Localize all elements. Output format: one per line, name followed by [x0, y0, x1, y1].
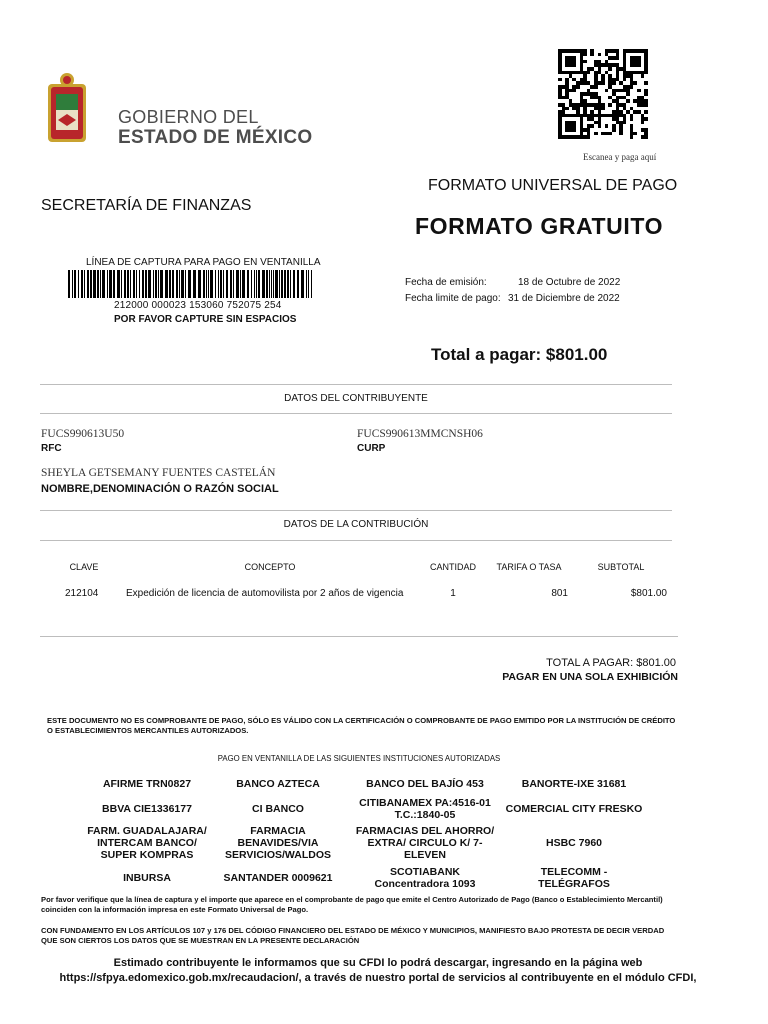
- col-header-concepto: CONCEPTO: [244, 562, 296, 572]
- verify-note: Por favor verifique que la línea de captura y el importe que aparece en el comprobante de pago que emite el Centro Autorizado de Pago (Banco o Establecimiento Mercantil) coinciden con la información impresa en este Formato Universal de Pago.: [41, 895, 663, 914]
- divider: [40, 413, 672, 414]
- bank-cell: BBVA CIE1336177: [102, 803, 192, 815]
- cell-subtotal: $801.00: [630, 588, 667, 599]
- qr-code[interactable]: [558, 49, 648, 139]
- bank-cell: HSBC 7960: [545, 837, 603, 849]
- col-header-subtotal: SUBTOTAL: [597, 562, 645, 572]
- bank-cell: SANTANDER 0009621: [223, 872, 333, 884]
- cfdi-line1: Estimado contribuyente le informamos que su CFDI lo podrá descargar, ingresando en la página web: [113, 957, 643, 969]
- cell-tarifa: 801: [551, 588, 568, 599]
- bank-cell: AFIRME TRN0827: [102, 778, 192, 790]
- capture-number: 212000 000023 153060 752075 254: [114, 300, 282, 311]
- formato-gratuito-title: FORMATO GRATUITO: [415, 213, 664, 239]
- cell-concepto: Expedición de licencia de automovilista por 2 años de vigencia: [126, 588, 404, 599]
- col-header-clave: CLAVE: [69, 562, 99, 572]
- bank-cell: FARMACIA BENAVIDES/VIA SERVICIOS/WALDOS: [225, 825, 331, 861]
- total-line: TOTAL A PAGAR: $801.00: [546, 657, 676, 669]
- qr-caption: Escanea y paga aquí: [583, 152, 657, 162]
- capture-note: POR FAVOR CAPTURE SIN ESPACIOS: [114, 314, 297, 325]
- curp-label: CURP: [357, 443, 386, 454]
- col-header-tarifa: TARIFA O TASA: [496, 562, 562, 572]
- limite-label: Fecha limite de pago:: [405, 293, 501, 304]
- name-value: SHEYLA GETSEMANY FUENTES CASTELÁN: [41, 467, 276, 479]
- divider: [40, 384, 672, 385]
- gov-line2: ESTADO DE MÉXICO: [118, 127, 313, 148]
- bank-cell: FARM. GUADALAJARA/ INTERCAM BANCO/ SUPER KOMPRAS: [87, 825, 207, 861]
- legal-note: CON FUNDAMENTO EN LOS ARTÍCULOS 107 y 176 DEL CÓDIGO FINANCIERO DEL ESTADO DE MÉXICO Y MUNICIPIOS, MANIFIESTO BAJO PROTESTA DE DECIR VERDAD QUE SON CIERTOS LOS DATOS QUE SE MUESTRAN EN LA PRESENTE DECLARACIÓN: [41, 926, 665, 945]
- cell-cantidad: 1: [450, 588, 456, 599]
- contribucion-section-title: DATOS DE LA CONTRIBUCIÓN: [283, 519, 429, 530]
- bank-cell: CITIBANAMEX PA:4516-01 T.C.:1840-05: [359, 797, 491, 821]
- contribuyente-section-title: DATOS DEL CONTRIBUYENTE: [284, 393, 428, 404]
- bank-cell: BANORTE-IXE 31681: [521, 778, 627, 790]
- bank-cell: INBURSA: [123, 872, 171, 884]
- formato-universal-title: FORMATO UNIVERSAL DE PAGO: [428, 177, 678, 194]
- emision-value: 18 de Octubre de 2022: [518, 277, 621, 288]
- total-a-pagar: Total a pagar: $801.00: [431, 345, 608, 364]
- bank-cell: BANCO DEL BAJÍO 453: [366, 778, 484, 790]
- state-crest-logo: [46, 70, 88, 146]
- cfdi-line2: https://sfpya.edomexico.gob.mx/recaudacion/, a través de nuestro portal de servicios al contribuyente en el módulo CFDI,: [59, 972, 697, 984]
- divider: [40, 636, 678, 637]
- name-label: NOMBRE,DENOMINACIÓN O RAZÓN SOCIAL: [41, 483, 279, 495]
- cell-clave: 212104: [65, 588, 99, 599]
- bank-cell: COMERCIAL CITY FRESKO: [505, 803, 643, 815]
- gov-line1: GOBIERNO DEL: [118, 107, 259, 127]
- bank-cell: BANCO AZTECA: [236, 778, 320, 790]
- capture-line-title: LÍNEA DE CAPTURA PARA PAGO EN VENTANILLA: [86, 257, 321, 268]
- limite-value: 31 de Diciembre de 2022: [508, 293, 620, 304]
- disclaimer: ESTE DOCUMENTO NO ES COMPROBANTE DE PAGO, SÓLO ES VÁLIDO CON LA CERTIFICACIÓN O COMPROBANTE DE PAGO EMITIDO POR LA INSTITUCIÓN DE CRÉDITO O ESTABLECIMIENTOS MERCANTILES AUTORIZADOS.: [47, 716, 676, 735]
- exhibicion-line: PAGAR EN UNA SOLA EXHIBICIÓN: [502, 671, 678, 683]
- divider: [40, 510, 672, 511]
- bank-cell: FARMACIAS DEL AHORRO/ EXTRA/ CIRCULO K/ 7-ELEVEN: [355, 825, 495, 861]
- bank-cell: SCOTIABANK Concentradora 1093: [374, 866, 476, 890]
- curp-value: FUCS990613MMCNSH06: [357, 428, 483, 440]
- col-header-cantidad: CANTIDAD: [429, 562, 476, 572]
- divider: [40, 540, 672, 541]
- bank-cell: CI BANCO: [252, 803, 304, 815]
- institutions-title: PAGO EN VENTANILLA DE LAS SIGUIENTES INSTITUCIONES AUTORIZADAS: [217, 754, 501, 763]
- secretaria-title: SECRETARÍA DE FINANZAS: [41, 197, 252, 214]
- rfc-value: FUCS990613U50: [41, 428, 125, 440]
- bank-cell: TELECOMM - TELÉGRAFOS: [538, 866, 610, 890]
- capture-barcode: [68, 270, 314, 298]
- rfc-label: RFC: [41, 443, 62, 454]
- emision-label: Fecha de emisión:: [405, 277, 487, 288]
